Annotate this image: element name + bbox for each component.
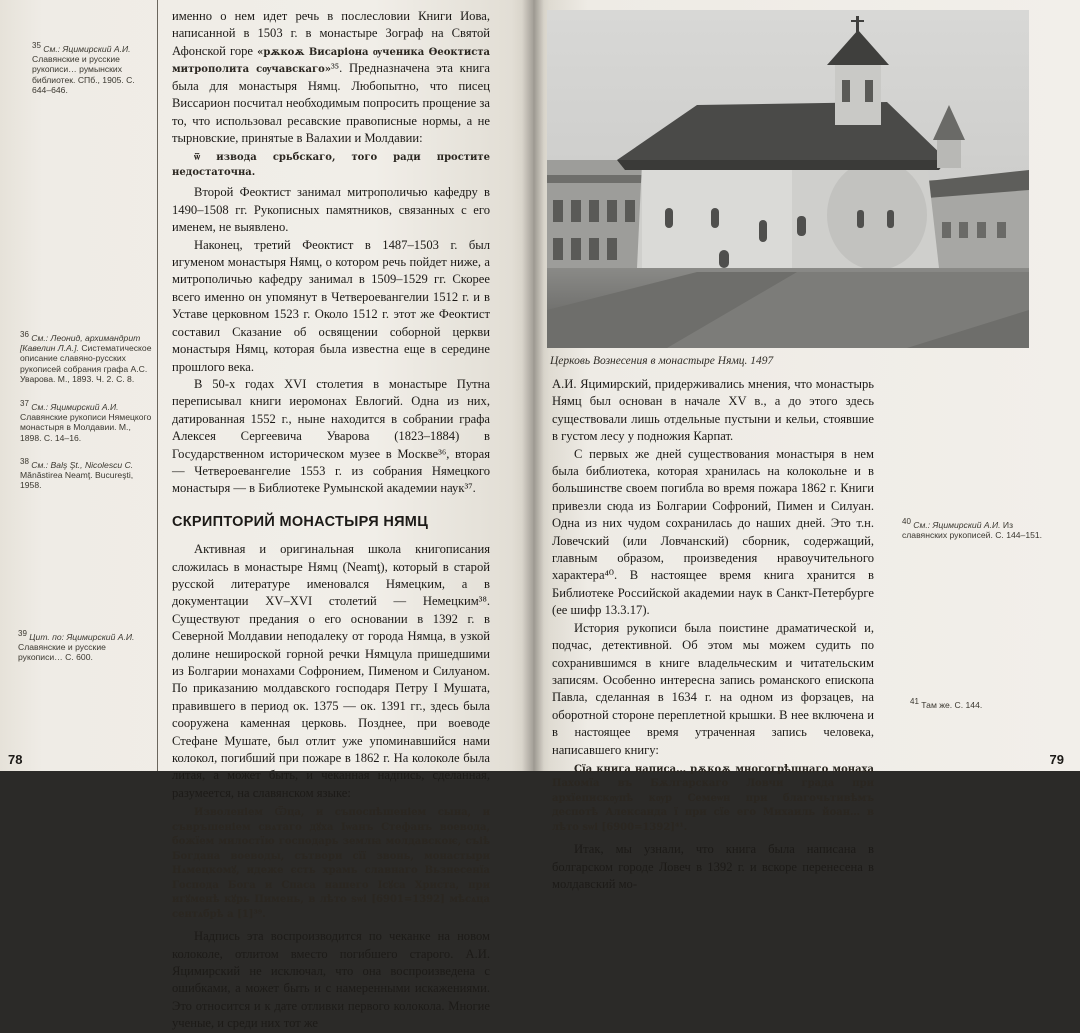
footnote-41: $^{41}$ Там же. С. 144. — [910, 697, 983, 710]
footnote-text: Славянские рукописи Нямецкого монастыря в Молдавии. М., 1898. С. 14–16. — [20, 412, 152, 443]
page-number: 79 — [1049, 752, 1064, 767]
footnote-text: Систематическое описание славяно-русских рукописей собрания графа А.С. Уварова. М., 1893. Ч. 2. С. 8. — [20, 343, 152, 384]
paragraph: В 50-х годах XVI столетия в монастыре Путна переписывал книги иеромонах Евлогий. Одна из них, датированная 1552 г., ныне находится в собрании графа Алексея Сергеевича Уварова (1823–1884) в Государственном историческом музее в Москве³⁶, вторая — Четвероевангелие 1553 г. из собрания Нямецкого монастыря — в Библиотеке Румынской академии наук³⁷. — [172, 376, 490, 496]
section-heading: СКРИПТОРИЙ МОНАСТЫРЯ НЯМЦ — [172, 513, 429, 530]
paragraph: ³⁵. Предназначена эта книга была для монастыря Нямц. Любопытно, что писец Виссарион посчитал необходимым попросить прощение за то, что использовал ресавские правописные нормы, а не тырновские, принятые в Валахии и Молдавии: — [172, 61, 490, 146]
left-main-column — [172, 8, 490, 1033]
footnote-author: См.: Balş Şt., Nicolescu C. — [31, 460, 134, 470]
page-number: 78 — [8, 752, 23, 767]
footnote-text: Славянские и русские рукописи… С. 600. — [18, 642, 106, 663]
slavonic-quote: Сїа книга написа… рѫкоѫ многогрѣшнаго монаха Пахомїа въ Бѫлгарскаго Ловчи града при архїепискѹпѣ кѹр Семеѡн при благочьтивѣмъ деспотѣ Александа ї при сїе его Михаиль йоан… в лѣто ѕѡі [6900=1392]⁴¹. — [552, 763, 874, 833]
paragraph: именно о нем идет речь в послесловии Книги Иова, написанной в 1503 г. в монастыре Зограф на Святой Афонской горе — [172, 9, 490, 58]
footnote-text: Mănăstirea Neamţ. Bucureşti, 1958. — [20, 470, 134, 491]
footnote-40: $^{40}$ См.: Яцимирский А.И. Из славянских рукописей. С. 144–151. — [902, 517, 1043, 541]
right-main-column — [552, 376, 874, 894]
footnote-36: $^{36}$ См.: Леонид, архимандрит [Кавелин Л.А.]. Систематическое описание славяно-русских рукописей собрания графа А.С. Уварова. М., 1893. Ч. 2. С. 8. — [20, 330, 152, 384]
photo-caption: Церковь Вознесения в монастыре Нямц. 1497 — [550, 355, 774, 367]
footnote-author: См.: Яцимирский А.И. — [31, 402, 119, 412]
footnote-author: Цит. по: Яцимирский А.И. — [29, 632, 135, 642]
footnote-39: $^{39}$ Цит. по: Яцимирский А.И. Славянские и русские рукописи… С. 600. — [18, 629, 135, 663]
footnote-author: См.: Яцимирский А.И. — [913, 520, 1001, 530]
book-gutter — [522, 0, 544, 771]
footnote-author: См.: Леонид, архимандрит [Кавелин Л.А.]. — [20, 333, 141, 354]
slavonic-quote: ѿ извода срьбскаго, того ради простите недостаточна. — [172, 152, 490, 178]
margin-rule — [157, 0, 158, 771]
church-illustration — [547, 10, 1029, 348]
footnote-37: $^{37}$ См.: Яцимирский А.И. Славянские рукописи Нямецкого монастыря в Молдавии. М., 1898. С. 14–16. — [20, 399, 152, 443]
footnote-author: См.: Яцимирский А.И. — [43, 44, 131, 54]
footnote-text: Там же. С. 144. — [921, 700, 983, 710]
slavonic-quote: «рѫкоѫ Висаріона ѹченика Ѳеоктиста митрополита сѹчавскаго» — [172, 46, 490, 76]
paragraph: История рукописи была поистине драматической и, подчас, детективной. Об этом мы можем судить по сохранившимся в книге владельческим и читательским записям. Особенно интересна запись романского епископа Павла, сделанная в 1634 г. на одном из форзацев, на оборотной стороне переплетной крышки. В нее включена и в настоящее время утраченная запись человека, написавшего книгу: — [552, 620, 874, 757]
church-photo — [547, 10, 1029, 348]
left-page — [0, 0, 533, 1031]
slavonic-quote: Изволеніем Ѿца, и съпоспѣшеніем сына, и съвръшеніем свѧтаго дꙋха Іѡанъ Стефанъ воевода, божїем милостїю господарь землꙗ молдавскоѥ, съіѣ Богдана воеводы, сътвори сїї звонь, монастыри Нѧмецкомꙋ, идеже єсть храмь славнаго Вьзнесенїа Господа Бога и Спаса нашего Ісꙋса Христа, при игꙋменѣ кꙋрь Пимень, в лѣто ѕѡі [6901=1392] мѣсѧца сентѧбрѣ а [1]³⁹. — [172, 807, 490, 920]
paragraph: Надпись эта воспроизводится по чеканке на новом колоколе, отлитом вместо погибшего старого. А.И. Яцимирский не исключал, что она воспроизведена с ошибками, а может быть и с намеренными искажениями. Это относится и к дате отливки первого колокола. Многие ученые, и среди них тот же — [172, 929, 490, 1031]
paragraph: Наконец, третий Феоктист в 1487–1503 г. был игуменом монастыря Нямц, о котором речь пойдет ниже, а митрополичью кафедру занимал в 1509–1529 гг. Скорее всего именно он упомянут в Четвероевангелии 1512 г. и в Уставе церковном 1523 г. Около 1512 г. этот же Феоктист составил Сказание об освящении соборной церкви монастыря Нямц, которая была известна еще в середине прошлого века. — [172, 237, 490, 374]
footnote-35: $^{35}$ См.: Яцимирский А.И. Славянские и русские рукописи… румынских библиотек. СПб., 1905. С. 644–646. — [32, 41, 135, 95]
footnote-text: Из славянских рукописей. С. 144–151. — [902, 520, 1043, 541]
paragraph: Второй Феоктист занимал митрополичью кафедру в 1490–1508 гг. Рукописных памятников, связанных с его именем, не выявлено. — [172, 185, 490, 235]
paragraph: С первых же дней существования монастыря в нем была библиотека, которая хранилась на колокольне и в большинстве своем погибла во время пожара 1862 г. Книги привезли сюда из Болгарии Софроний, Пимен и Силуан. Одна из них чудом сохранилась до наших дней. Это т.н. Ловечский (или Ловчанский) сборник, содержащий, главным образом, произведения нравоучительного характера⁴⁰. В настоящее время книга хранится в Библиотеке Российской академии наук в Санкт-Петербурге (ее шифр 13.3.17). — [552, 446, 874, 618]
paragraph: Итак, мы узнали, что книга была написана в болгарском городе Ловеч в 1392 г. и вскоре перенесена в молдавский мо- — [552, 842, 874, 892]
paragraph: Активная и оригинальная школа книгописания сложилась в монастыре Нямц (Neamţ), который в старой русской литературе именовался Нямецким, а в документации XV–XVI столетий — Немецким³⁸. Существуют предания о его основании в 1392 г. в Северной Молдавии неподалеку от города Нямца, в узкой долине нешироской горной речки Нямцула пришедшими из Болгарии монахами Софронием, Пименом и Силуаном. По приказанию молдавского господаря Петру I Мушата, правившего в период ок. 1375 — ок. 1391 гг., здесь была сооружена каменная церковь. Позднее, при воеводе Стефане Мушате, был отлит уже упоминавшийся нами колокол, погибший при пожаре в 1862 г. На колоколе была литая, а может быть, и чеканная надпись, сделанная, разумеется, на славянском языке: — [172, 542, 490, 800]
paragraph: А.И. Яцимирский, придерживались мнения, что монастырь Нямц был основан в начале XV в., а до этого здесь существовали лишь отдельные пустыни и кельи, стоявшие в густом лесу у подножия Карпат. — [552, 377, 874, 444]
footnote-text: Славянские и русские рукописи… румынских библиотек. СПб., 1905. С. 644–646. — [32, 54, 135, 95]
footnote-38: $^{38}$ См.: Balş Şt., Nicolescu C. Mănăstirea Neamţ. Bucureşti, 1958. — [20, 457, 134, 491]
